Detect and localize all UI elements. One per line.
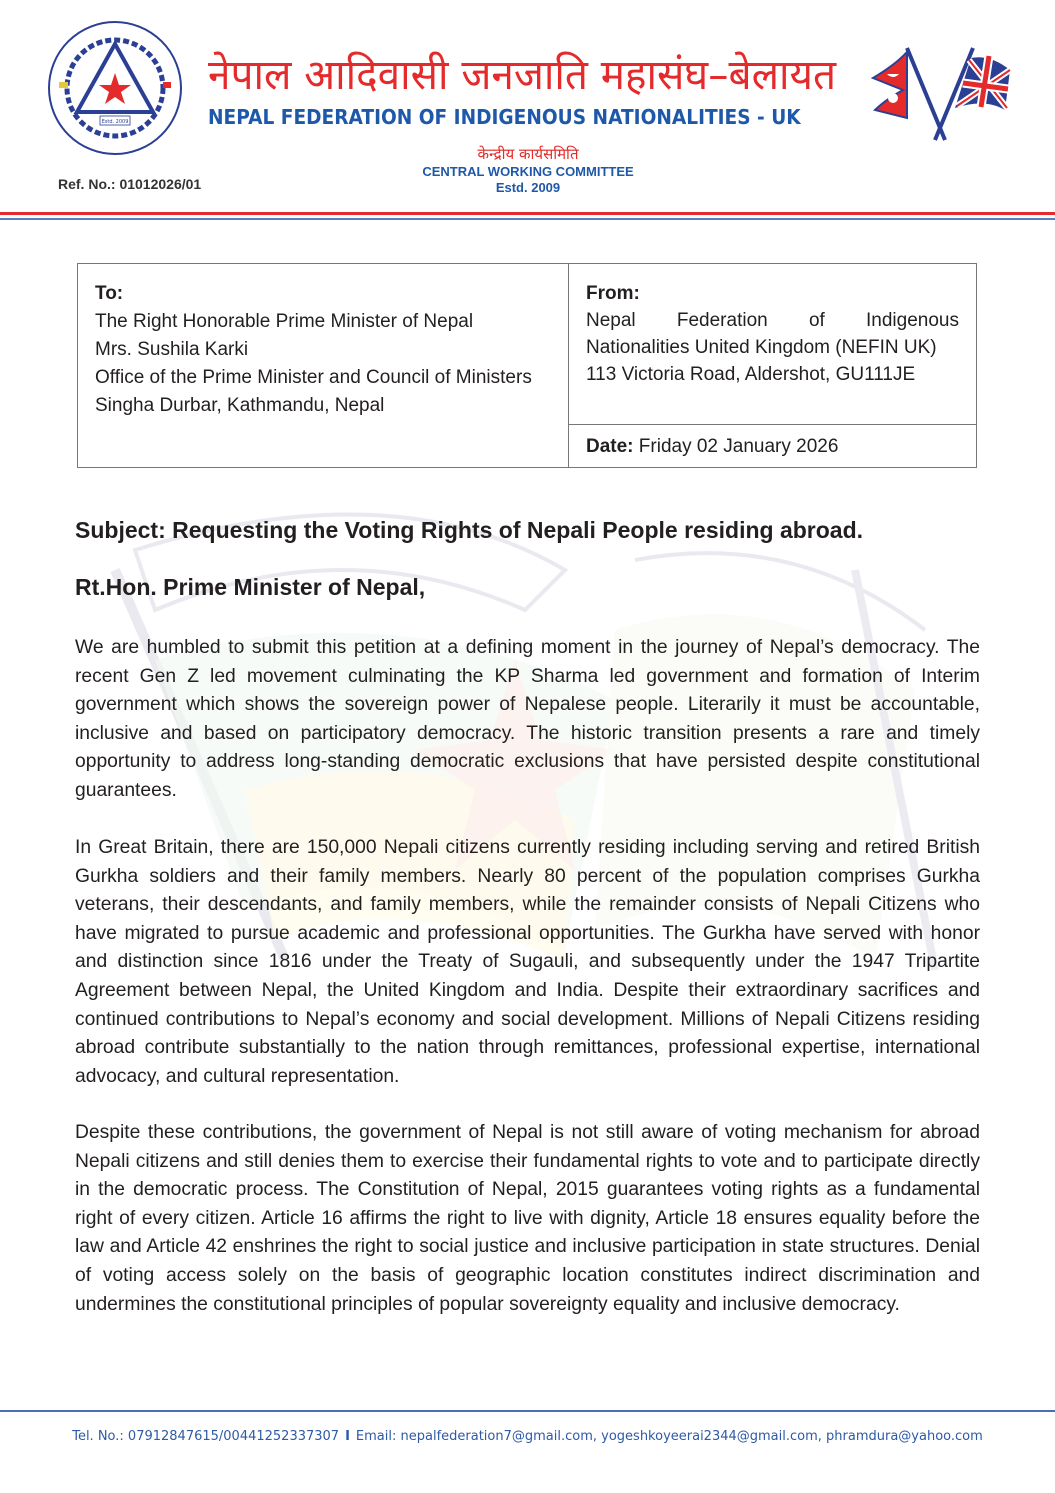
to-label: To: bbox=[95, 283, 124, 304]
svg-text:Estd. 2009: Estd. 2009 bbox=[101, 119, 129, 125]
reference-number: Ref. No.: 01012026/01 bbox=[58, 176, 202, 192]
footer-telephone: Tel. No.: 07912847615/00441252337307 bbox=[72, 1429, 340, 1444]
letter-subject: Subject: Requesting the Voting Rights of Nepali People residing abroad. bbox=[75, 517, 864, 543]
org-title-nepali: नेपाल आदिवासी जनजाति महासंघ–बेलायत bbox=[208, 50, 837, 100]
header-rule-red bbox=[0, 212, 1055, 215]
federation-seal-icon bbox=[45, 18, 185, 158]
from-label: From: bbox=[586, 283, 640, 304]
recipient-line: The Right Honorable Prime Minister of Nepal bbox=[95, 311, 474, 332]
sender-column bbox=[569, 264, 976, 467]
recipient-line: Office of the Prime Minister and Council of Ministers bbox=[95, 367, 532, 388]
committee-english: CENTRAL WORKING COMMITTEE bbox=[422, 164, 634, 179]
sender-address: 113 Victoria Road, Aldershot, GU111JE bbox=[586, 364, 916, 385]
footer-rule bbox=[0, 1410, 1055, 1412]
recipient-line: Singha Durbar, Kathmandu, Nepal bbox=[95, 395, 385, 416]
body-paragraph: Despite these contributions, the government of Nepal is not still aware of voting mechanism for abroad Nepali citizens and still denies them to exercise their fundamental rights to vote and to participate directly in the democratic process. The Constitution of Nepal, 2015 guarantees voting rights as a fundamental right of every citizen. Article 16 affirms the right to live with dignity, Article 18 ensures equality before the law and Article 42 enshrines the right to social justice and inclusive participation in state structures. Denial of voting access solely on the basis of geographic location constitutes indirect discrimination and undermines the constitutional principles of popular sovereignty equality and inclusive democracy. bbox=[75, 1122, 980, 1315]
footer-email: Email: nepalfederation7@gmail.com, yogeshkoyeerai2344@gmail.com, phramdura@yahoo.com bbox=[355, 1429, 983, 1444]
address-table bbox=[77, 263, 977, 468]
date-cell bbox=[569, 425, 976, 460]
sender-organization: Nepal Federation of Indigenous Nationalities United Kingdom (NEFIN UK) bbox=[586, 310, 959, 358]
letter-salutation: Rt.Hon. Prime Minister of Nepal, bbox=[75, 574, 426, 600]
header-rule-blue bbox=[0, 218, 1055, 220]
recipient-cell bbox=[78, 264, 569, 467]
date-label: Date: bbox=[586, 436, 634, 457]
org-title-english: NEPAL FEDERATION OF INDIGENOUS NATIONALITIES - UK bbox=[208, 105, 801, 129]
date-value: Friday 02 January 2026 bbox=[633, 436, 839, 457]
body-paragraph: We are humbled to submit this petition at a defining moment in the journey of Nepal’s democracy. The recent Gen Z led movement culminating the KP Sharma led government and formation of Interim government which shows the sovereign power of Nepalese people. Literarily it must be accountable, inclusive and based on participatory democracy. The historic transition presents a rare and timely opportunity to address long-standing democratic exclusions that have persisted despite constitutional guarantees. bbox=[75, 637, 980, 801]
crossed-nepal-uk-flags-icon bbox=[865, 40, 1015, 145]
sender-cell bbox=[569, 264, 976, 425]
committee-nepali: केन्द्रीय कार्यसमिति bbox=[477, 145, 579, 163]
body-paragraph: In Great Britain, there are 150,000 Nepali citizens currently residing including serving and retired British Gurkha soldiers and their family members. Nearly 80 percent of the population comprises Gurkha veterans, their descendants, and family members, while the remainder consists of Nepali Citizens who have migrated to pursue academic and professional opportunities. The Gurkha have served with honor and distinction since 1816 under the Treaty of Sugauli, and subsequently under the 1947 Tripartite Agreement between Nepal, the United Kingdom and India. Despite their extraordinary sacrifices and continued contributions to Nepal’s economy and social development. Millions of Nepali Citizens residing abroad contribute substantially to the nation through remittances, professional expertise, international advocacy, and cultural representation. bbox=[75, 837, 980, 1087]
footer-contact bbox=[0, 1429, 1055, 1444]
footer-separator: I bbox=[345, 1429, 350, 1444]
established-year: Estd. 2009 bbox=[495, 180, 561, 195]
recipient-line: Mrs. Sushila Karki bbox=[95, 339, 249, 360]
